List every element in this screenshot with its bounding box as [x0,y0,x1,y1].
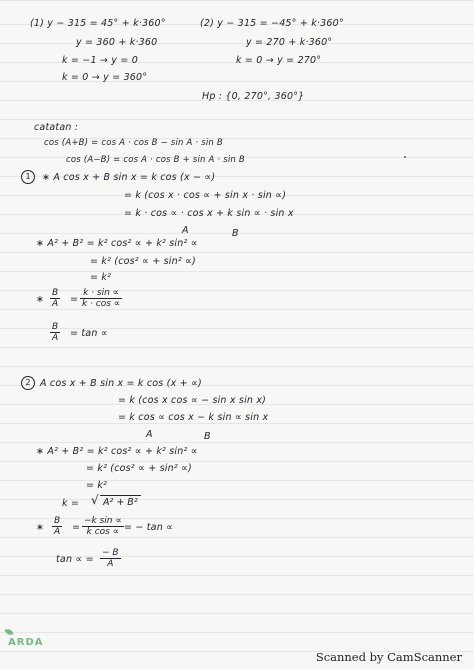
part2-k-sqrt: √ A² + B² [100,495,141,508]
fraction-denominator: k · cos ∝ [82,299,121,309]
part2-fraction-negb-over-a [100,548,121,569]
fraction-denominator: A [54,527,61,537]
brand-logo: ARDA [8,637,44,648]
part1-fraction2-b-over-a [50,322,60,343]
part2-line5: = k² (cos² ∝ + sin² ∝) [86,463,192,474]
part1-fraction-b-over-a [50,288,60,309]
fraction-numerator: − B [102,548,119,558]
case1-k-0: k = 0 → y = 360° [62,72,148,83]
scanner-watermark: Scanned by CamScanner [315,650,462,664]
stray-mark [404,156,406,158]
fraction-numerator: k · sin ∝ [80,288,122,299]
part2-k-label: k = [62,498,80,509]
part1-number: 1 [21,170,35,184]
part1-line6: = k² [90,272,112,283]
part2-line3: = k cos ∝ cos x − k sin ∝ sin x [118,412,269,423]
part1-fraction-ksin-over-kcos [80,288,122,309]
part1-line3: = k · cos ∝ · cos x + k sin ∝ · sin x [124,208,294,219]
fraction-numerator: B [52,288,59,298]
part2-line1: A cos x + B sin x = k cos (x + ∝) [40,378,202,389]
fraction-denominator: k cos ∝ [86,527,120,537]
part1-equals: = [70,294,79,305]
part1-line4: ∗ A² + B² = k² cos² ∝ + k² sin² ∝ [36,238,198,249]
part1-ratio-star: ∗ [36,294,45,305]
part2-tan-label: tan ∝ = [56,554,94,565]
part1-line1: ∗ A cos x + B sin x = k cos (x − ∝) [42,172,216,183]
part2-equals: = [72,522,81,533]
part1-line5: = k² (cos² ∝ + sin² ∝) [90,256,196,267]
fraction-numerator: B [54,516,61,526]
part2-neg-tan: = − tan ∝ [124,522,174,533]
part2-line6: = k² [86,480,108,491]
fraction-numerator: −k sin ∝ [84,516,122,526]
part2-label-b: B [204,431,211,442]
case2-simplified: y = 270 + k·360° [246,37,333,48]
case1-simplified: y = 360 + k·360 [76,37,158,48]
case2-equation: (2) y − 315 = −45° + k·360° [200,18,344,29]
part2-fraction-b-over-a [52,516,62,537]
part2-label-a: A [146,429,153,440]
case2-k-0: k = 0 → y = 270° [236,55,322,66]
cos-diff-identity: cos (A−B) = cos A · cos B + sin A · sin B [66,155,245,165]
part2-line2: = k (cos x cos ∝ − sin x sin x) [118,395,267,406]
case1-equation: (1) y − 315 = 45° + k·360° [30,18,166,29]
notes-heading: catatan : [34,122,79,133]
part1-line2: = k (cos x · cos ∝ + sin x · sin ∝) [124,190,287,201]
fraction-denominator: A [52,333,59,343]
part1-label-b: B [232,228,239,239]
part2-fraction-ksin-over-kcos [82,516,124,537]
fraction-denominator: A [107,559,114,569]
solution-set: Hp : {0, 270°, 360°} [202,91,305,102]
leaf-logo-icon [4,627,13,637]
part1-tan-result: = tan ∝ [70,328,108,339]
fraction-numerator: B [52,322,59,332]
cos-sum-identity: cos (A+B) = cos A · cos B − sin A · sin B [44,138,223,148]
part2-line4: ∗ A² + B² = k² cos² ∝ + k² sin² ∝ [36,446,198,457]
fraction-denominator: A [52,299,59,309]
part2-number: 2 [21,376,35,390]
case1-k-neg1: k = −1 → y = 0 [62,55,138,66]
part1-label-a: A [182,225,189,236]
part2-ratio-star: ∗ [36,522,45,533]
